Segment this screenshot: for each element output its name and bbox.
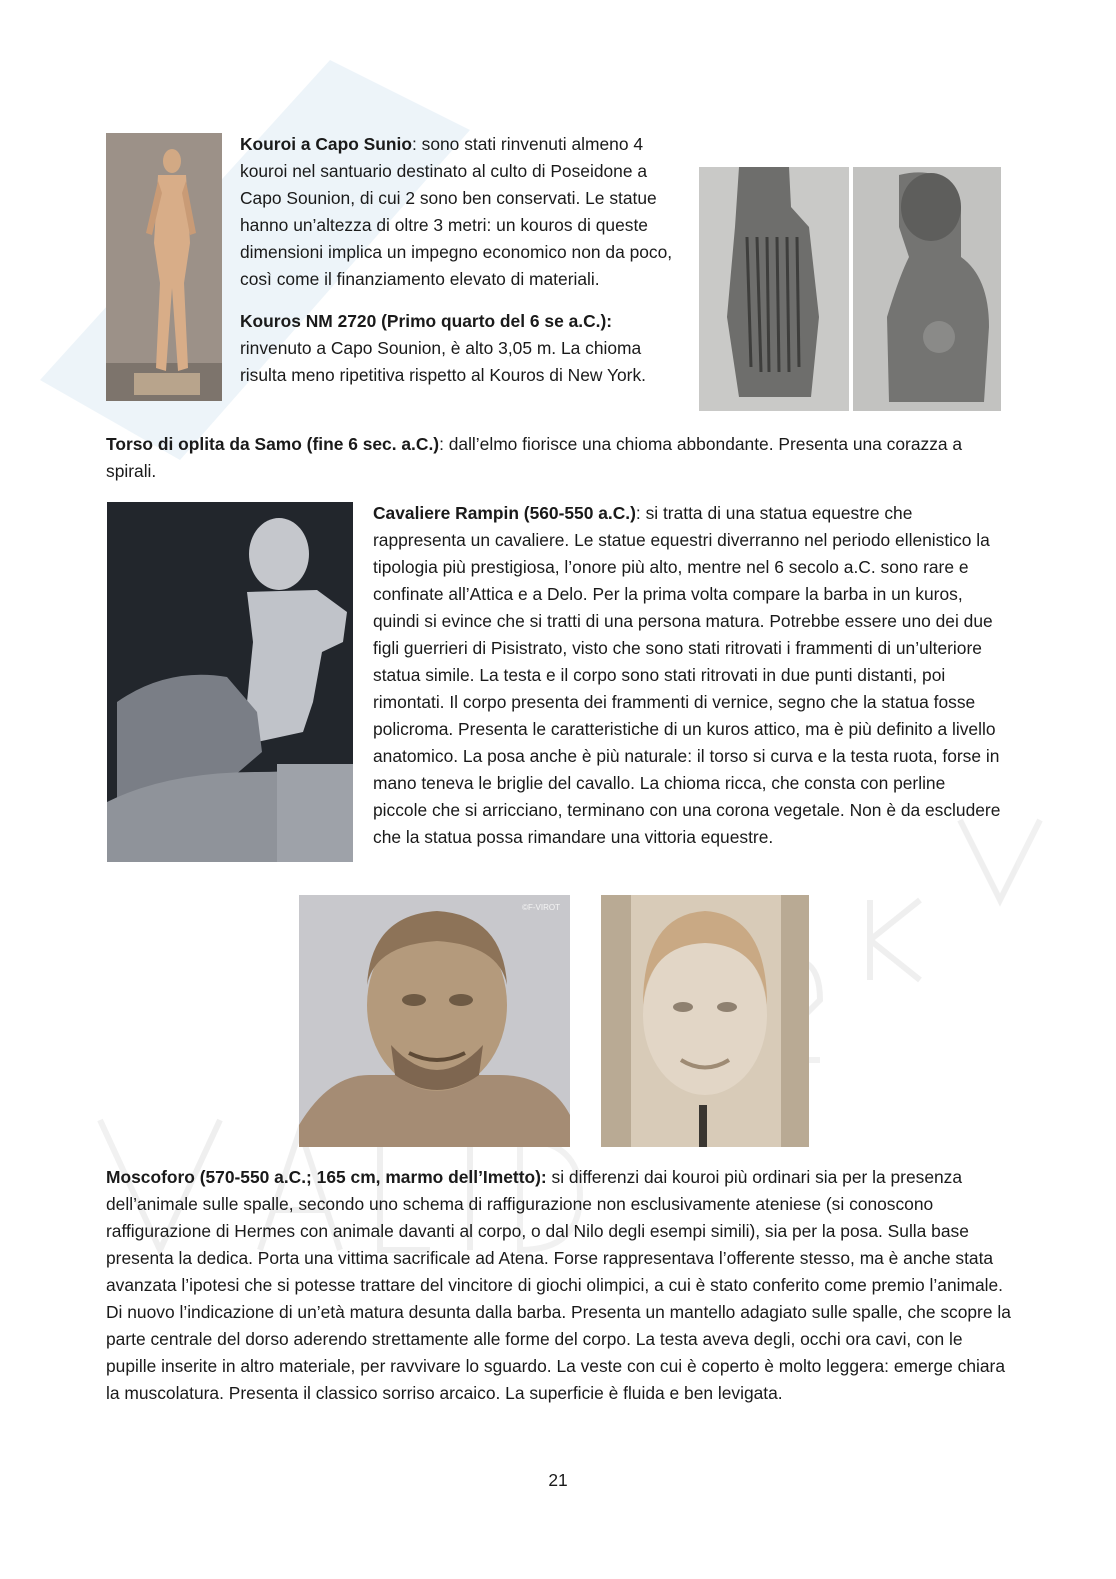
kouros-nm2720-paragraph	[240, 308, 685, 389]
photo-credit-label: ©F-VIROT	[522, 903, 560, 912]
moscoforo-body: si differenzi dai kouroi più ordinari sia per la presenza dell’animale sulle spalle, secondo uno schema di raffigurazione non esclusivamente ateniese (si conoscono raffigurazione di Hermes con animale davanti al corpo, o dal Nilo degli esempi simili), sia per la posa. Sulla base presenta la dedica. Porta una vittima sacrificale ad Atena. Forse rappresentava l’offerente stesso, ma è anche stata avanzata l’ipotesi che si potesse trattare del vincitore di giochi olimpici, a cui è stato conferito come premio l’animale. Di nuovo l’indicazione di un’età matura desunta dalla barba. Presenta un mantello adagiato sulle spalle, che scopre la parte centrale del dorso aderendo strettamente alle forme del corpo. La testa aveva degli, occhi ora cavi, con le pupille inserite in altro materiale, per ravvivare lo sguardo. La veste con cui è coperto è molto leggera: emerge chiara la muscolatura. Presenta il classico sorriso arcaico. La superficie è fluida e ben levigata.	[106, 1167, 1011, 1403]
kouros-nm2720-title: Kouros NM 2720 (Primo quarto del 6 se a.C.):	[240, 311, 613, 331]
page-number: 21	[548, 1470, 568, 1490]
kouros-photo	[106, 133, 222, 401]
torso-oplita-paragraph	[106, 431, 1011, 485]
moscoforo-paragraph	[106, 1164, 1011, 1407]
cavaliere-rampin-photo	[107, 502, 353, 862]
kouros-nm2720-body: rinvenuto a Capo Sounion, è alto 3,05 m. La chioma risulta meno ripetitiva rispetto al Kouros di New York.	[240, 338, 646, 385]
rampin-head-museum-photo	[601, 895, 809, 1147]
rampin-head-photo	[299, 895, 570, 1147]
kouroi-sunio-body: : sono stati rinvenuti almeno 4 kouroi nel santuario destinato al culto di Poseidone a Capo Sounion, di cui 2 sono ben conservati. Le statue hanno un’altezza di oltre 3 metri: un kouros di queste dimensioni implica un impegno economico non da poco, così come il finanziamento elevato di materiali.	[240, 134, 673, 289]
moscoforo-title: Moscoforo (570-550 a.C.; 165 cm, marmo dell’Imetto):	[106, 1167, 547, 1187]
text-wrap-spacer	[675, 158, 1010, 458]
kouroi-sunio-title: Kouroi a Capo Sunio	[240, 134, 412, 154]
cavaliere-rampin-title: Cavaliere Rampin (560-550 a.C.)	[373, 503, 636, 523]
cavaliere-rampin-paragraph	[373, 500, 1003, 851]
torso-oplita-body: : dall’elmo fiorisce una chioma abbondante. Presenta una corazza a spirali.	[106, 434, 963, 481]
torso-oplita-title: Torso di oplita da Samo (fine 6 sec. a.C.)	[106, 434, 440, 454]
cavaliere-rampin-body: : si tratta di una statua equestre che rappresenta un cavaliere. Le statue equestri diverranno nel periodo ellenistico la tipologia più prestigiosa, l’onore più alto, mentre nel 6 secolo a.C. sono rare e confinate all’Attica e a Delo. Per la prima volta compare la barba in un kuros, quindi si evince che si tratti di una persona matura. Potrebbe essere uno dei due figli guerrieri di Pisistrato, visto che sono stati ritrovati i frammenti di un’ulteriore statua simile. La testa e il corpo sono stati ritrovati in due punti distanti, poi rimontati. Il corpo presenta dei frammenti di vernice, segno che la statua fosse policroma. Presenta le caratteristiche di un kuros attico, ma è più definito a livello anatomico. La posa anche è più naturale: il torso si curva e la testa ruota, forse in mano teneva le briglie del cavallo. La chioma ricca, che consta con perline piccole che si arricciano, terminano con una corona vegetale. Non è da escludere che la statua possa rimandare una vittoria equestre.	[373, 503, 1001, 847]
kouroi-sunio-paragraph	[240, 131, 1010, 458]
